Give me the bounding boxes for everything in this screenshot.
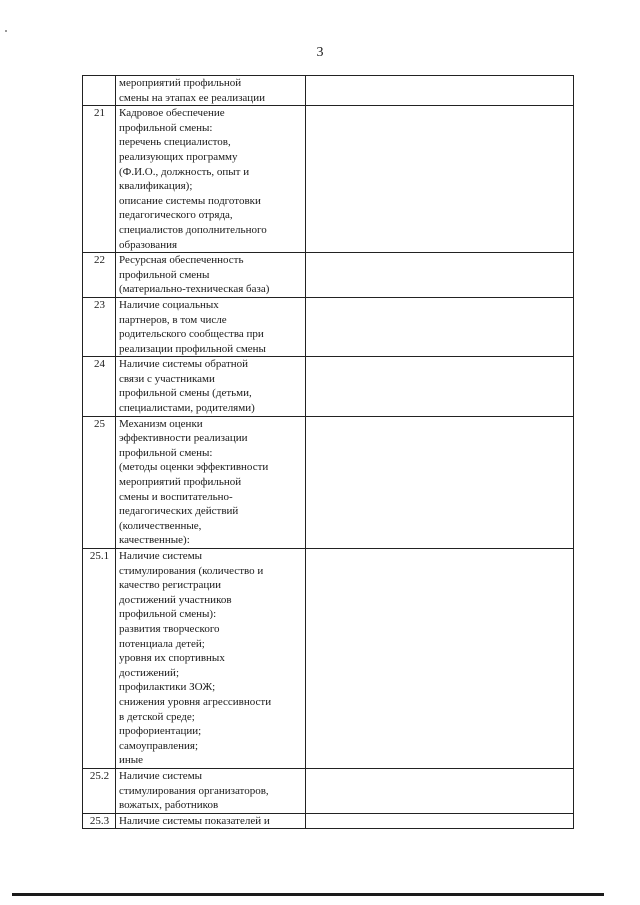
criterion-text-line: эффективности реализации	[119, 432, 248, 445]
criterion-text-line: перечень специалистов,	[119, 136, 231, 149]
criterion-text-line: уровня их спортивных	[119, 652, 225, 665]
criteria-table	[82, 75, 574, 829]
table-row	[83, 768, 574, 813]
criterion-text-line: самоуправления;	[119, 739, 199, 752]
criterion-text-line: Ресурсная обеспеченность	[119, 254, 244, 267]
criterion-text-line: профильной смены:	[119, 446, 213, 459]
row-number-cell: 21	[83, 106, 116, 253]
criterion-text-line: родительского сообщества при	[119, 328, 264, 341]
criterion-description-cell	[116, 253, 306, 298]
criterion-text-line: смены на этапах ее реализации	[119, 91, 265, 104]
criterion-text-line: в детской среде;	[119, 710, 195, 723]
criterion-text-line: педагогических действий	[119, 505, 239, 518]
criterion-text-line: достижений;	[119, 666, 180, 679]
table-row	[83, 297, 574, 356]
row-number-cell: 22	[83, 253, 116, 298]
table-row	[83, 416, 574, 548]
row-number-cell: 25.1	[83, 549, 116, 769]
criterion-text-line: (количественные,	[119, 519, 202, 532]
row-number-cell: 25.3	[83, 813, 116, 829]
criterion-text-line: снижения уровня агрессивности	[119, 695, 272, 708]
criterion-text-line: квалификация);	[119, 180, 193, 193]
margin-speck	[5, 30, 7, 32]
value-cell	[306, 76, 574, 106]
criterion-description-cell	[116, 549, 306, 769]
value-cell	[306, 416, 574, 548]
criterion-text-line: профильной смены):	[119, 608, 217, 621]
criterion-text-line: связи с участниками	[119, 372, 215, 385]
criterion-text-line: образования	[119, 238, 178, 251]
criterion-text-line: качественные):	[119, 534, 190, 547]
criterion-text-line: вожатых, работников	[119, 799, 219, 812]
value-cell	[306, 253, 574, 298]
value-cell	[306, 297, 574, 356]
criterion-text-line: Наличие системы	[119, 769, 203, 782]
criterion-description-cell	[116, 813, 306, 829]
criterion-text-line: стимулирования (количество и	[119, 564, 264, 577]
criterion-text-line: реализации профильной смены	[119, 342, 266, 355]
criterion-text-line: достижений участников	[119, 593, 232, 606]
criterion-description-cell	[116, 768, 306, 813]
table-row	[83, 549, 574, 769]
value-cell	[306, 549, 574, 769]
criterion-text-line: (материально-техническая база)	[119, 283, 270, 296]
page-number: 3	[316, 45, 324, 60]
criterion-description-cell	[116, 106, 306, 253]
criterion-text-line: Наличие системы	[119, 550, 203, 562]
row-number-cell: 23	[83, 297, 116, 356]
criterion-text-line: педагогического отряда,	[119, 209, 233, 222]
criterion-text-line: профориентации;	[119, 725, 202, 738]
table-row	[83, 357, 574, 416]
criterion-text-line: Наличие социальных	[119, 298, 219, 311]
criteria-table-body	[83, 76, 574, 829]
criterion-text-line: профильной смены:	[119, 121, 213, 134]
criterion-description-cell	[116, 416, 306, 548]
criterion-text-line: мероприятий профильной	[119, 77, 242, 89]
criterion-text-line: стимулирования организаторов,	[119, 784, 269, 797]
row-number-cell	[83, 76, 116, 106]
footer-rule	[12, 893, 604, 896]
row-number-cell: 25.2	[83, 768, 116, 813]
criterion-text-line: качество регистрации	[119, 579, 222, 592]
criterion-text-line: смены и воспитательно-	[119, 490, 233, 503]
criterion-text-line: мероприятий профильной	[119, 476, 242, 489]
table-row	[83, 106, 574, 253]
criterion-text-line: потенциала детей;	[119, 637, 205, 650]
row-number-cell: 24	[83, 357, 116, 416]
criterion-text-line: (Ф.И.О., должность, опыт и	[119, 165, 250, 178]
table-row	[83, 253, 574, 298]
criterion-text-line: (методы оценки эффективности	[119, 461, 269, 474]
table-row	[83, 813, 574, 829]
criterion-text-line: Наличие системы показателей и	[119, 814, 270, 827]
criterion-text-line: профильной смены (детьми,	[119, 387, 252, 400]
criterion-text-line: развития творческого	[119, 622, 220, 635]
criterion-text-line: специалистов дополнительного	[119, 223, 267, 236]
criterion-description-cell	[116, 357, 306, 416]
criterion-text-line: иные	[119, 754, 144, 767]
value-cell	[306, 106, 574, 253]
criterion-text-line: Наличие системы обратной	[119, 358, 249, 371]
criterion-text-line: партнеров, в том числе	[119, 313, 227, 326]
criterion-description-cell	[116, 297, 306, 356]
criterion-text-line: описание системы подготовки	[119, 194, 261, 207]
criterion-text-line: реализующих программу	[119, 150, 238, 163]
criterion-text-line: специалистами, родителями)	[119, 402, 255, 415]
value-cell	[306, 813, 574, 829]
row-number-cell: 25	[83, 416, 116, 548]
criterion-text-line: профильной смены	[119, 268, 210, 281]
criterion-text-line: Механизм оценки	[119, 417, 203, 430]
criterion-text-line: профилактики ЗОЖ;	[119, 681, 216, 694]
criterion-description-cell	[116, 76, 306, 106]
value-cell	[306, 357, 574, 416]
value-cell	[306, 768, 574, 813]
criterion-text-line: Кадровое обеспечение	[119, 107, 225, 120]
table-row	[83, 76, 574, 106]
